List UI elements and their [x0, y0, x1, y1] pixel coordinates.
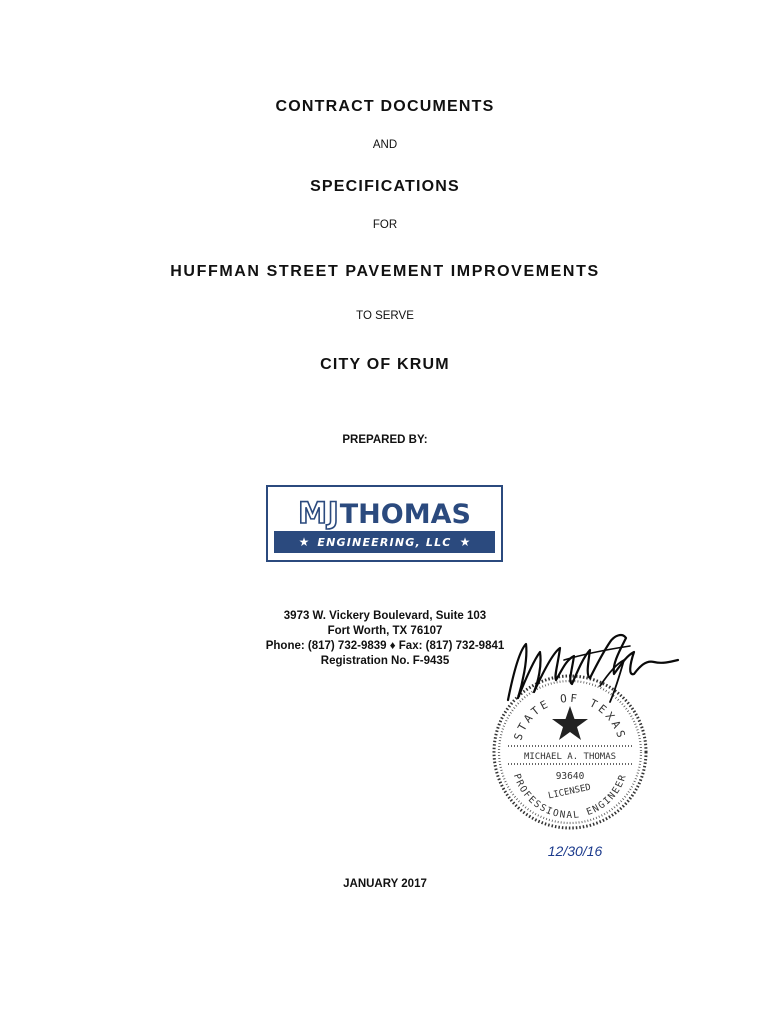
logo-thomas: THOMAS [339, 499, 471, 530]
logo-subtitle-bar [274, 531, 495, 553]
address-line-1: 3973 W. Vickery Boulevard, Suite 103 [283, 610, 487, 622]
phone-fax: Phone: (817) 732-9839 ♦ Fax: (817) 732-9841 [265, 640, 505, 652]
document-date: JANUARY 2017 [343, 878, 427, 890]
firm-logo [266, 485, 503, 562]
seal-licensed-text: LICENSED [547, 782, 592, 802]
project-name: HUFFMAN STREET PAVEMENT IMPROVEMENTS [170, 263, 600, 280]
address-line-2: Fort Worth, TX 76107 [327, 625, 443, 637]
logo-subtitle: ENGINEERING, LLC [317, 535, 452, 549]
seal-license-number: 93640 [555, 771, 585, 782]
document-subtitle: SPECIFICATIONS [310, 178, 460, 195]
seal-engineer-name: MICHAEL A. THOMAS [523, 752, 617, 762]
for-label: FOR [372, 219, 398, 231]
engineer-signature [504, 630, 680, 708]
star-icon: ★ [459, 535, 471, 549]
seal-star-icon [552, 706, 588, 740]
logo-wordmark [274, 496, 495, 528]
client-name: CITY OF KRUM [320, 356, 450, 373]
and-label: AND [372, 139, 398, 151]
logo-mj: MJ [298, 496, 340, 530]
seal-state-text: STATE OF TEXAS [511, 691, 629, 742]
seal-date: 12/30/16 [547, 843, 603, 859]
seal-profession-text: PROFESSIONAL ENGINEER [510, 772, 630, 821]
registration-number: Registration No. F-9435 [320, 655, 450, 667]
document-title: CONTRACT DOCUMENTS [275, 98, 495, 115]
star-icon: ★ [298, 535, 310, 549]
prepared-by-label: PREPARED BY: [342, 434, 428, 446]
to-serve-label: TO SERVE [356, 310, 414, 322]
